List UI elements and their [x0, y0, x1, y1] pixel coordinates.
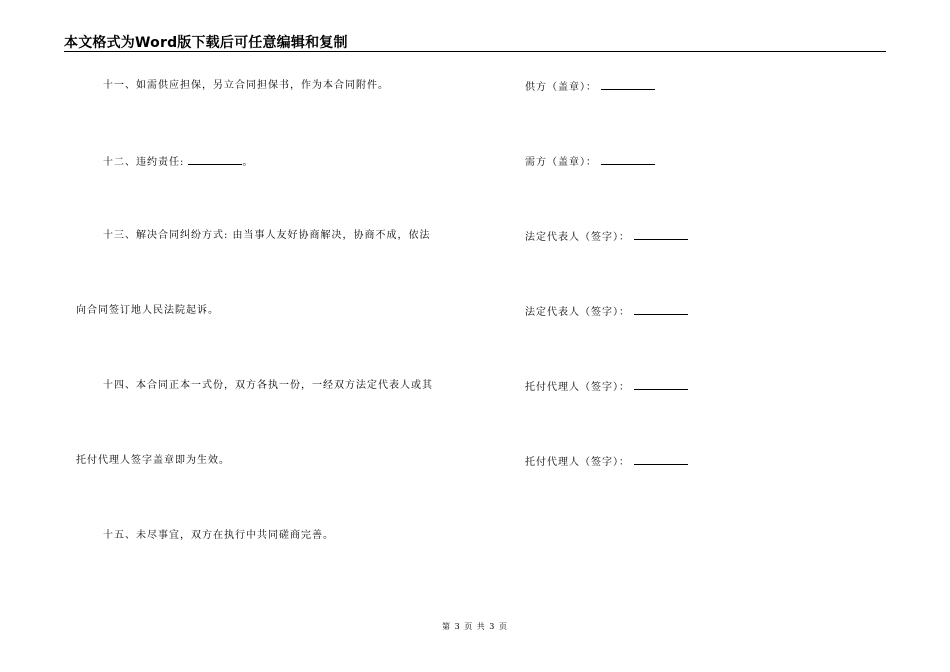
page-header-title: 本文格式为Word版下载后可任意编辑和复制	[64, 35, 348, 51]
clause-15	[103, 529, 334, 543]
supplier-seal	[525, 79, 655, 95]
clause-11	[103, 79, 389, 93]
buyer-seal	[525, 154, 655, 170]
legal-rep-label-2: 法定代表人（签字）：	[525, 307, 630, 318]
page-number: 第 3 页 共 3 页	[442, 622, 508, 631]
supplier-seal-label: 供方（盖章）：	[525, 82, 597, 93]
agent-blank-2[interactable]	[634, 454, 688, 465]
clause-12-text: 十二、违约责任:	[103, 157, 185, 168]
clause-11-text: 十一、如需供应担保，另立合同担保书，作为本合同附件。	[103, 80, 389, 91]
supplier-seal-blank[interactable]	[601, 79, 655, 90]
clause-12	[103, 154, 253, 170]
clause-14-text: 十四、本合同正本一式份，双方各执一份，一经双方法定代表人或其	[103, 380, 433, 391]
clause-12-end: 。	[242, 157, 254, 168]
header-divider	[64, 51, 886, 52]
legal-rep-signature-2	[525, 304, 688, 320]
legal-rep-blank-1[interactable]	[634, 229, 688, 240]
clause-13-continued	[76, 304, 219, 318]
clause-14-continued-text: 托付代理人签字盖章即为生效。	[76, 455, 230, 466]
agent-label-1: 托付代理人（签字）：	[525, 382, 630, 393]
clause-14	[103, 379, 433, 393]
agent-signature-2	[525, 454, 688, 470]
clause-13-continued-text: 向合同签订地人民法院起诉。	[76, 305, 219, 316]
buyer-seal-label: 需方（盖章）：	[525, 157, 597, 168]
agent-label-2: 托付代理人（签字）：	[525, 457, 630, 468]
buyer-seal-blank[interactable]	[601, 154, 655, 165]
agent-blank-1[interactable]	[634, 379, 688, 390]
legal-rep-signature-1	[525, 229, 688, 245]
agent-signature-1	[525, 379, 688, 395]
legal-rep-blank-2[interactable]	[634, 304, 688, 315]
clause-15-text: 十五、未尽事宜，双方在执行中共同磋商完善。	[103, 530, 334, 541]
clause-13-text: 十三、解决合同纠纷方式: 由当事人友好协商解决，协商不成，依法	[103, 230, 431, 241]
breach-liability-blank[interactable]	[188, 154, 242, 165]
clause-13	[103, 229, 431, 243]
clause-14-continued	[76, 454, 230, 468]
legal-rep-label-1: 法定代表人（签字）：	[525, 232, 630, 243]
